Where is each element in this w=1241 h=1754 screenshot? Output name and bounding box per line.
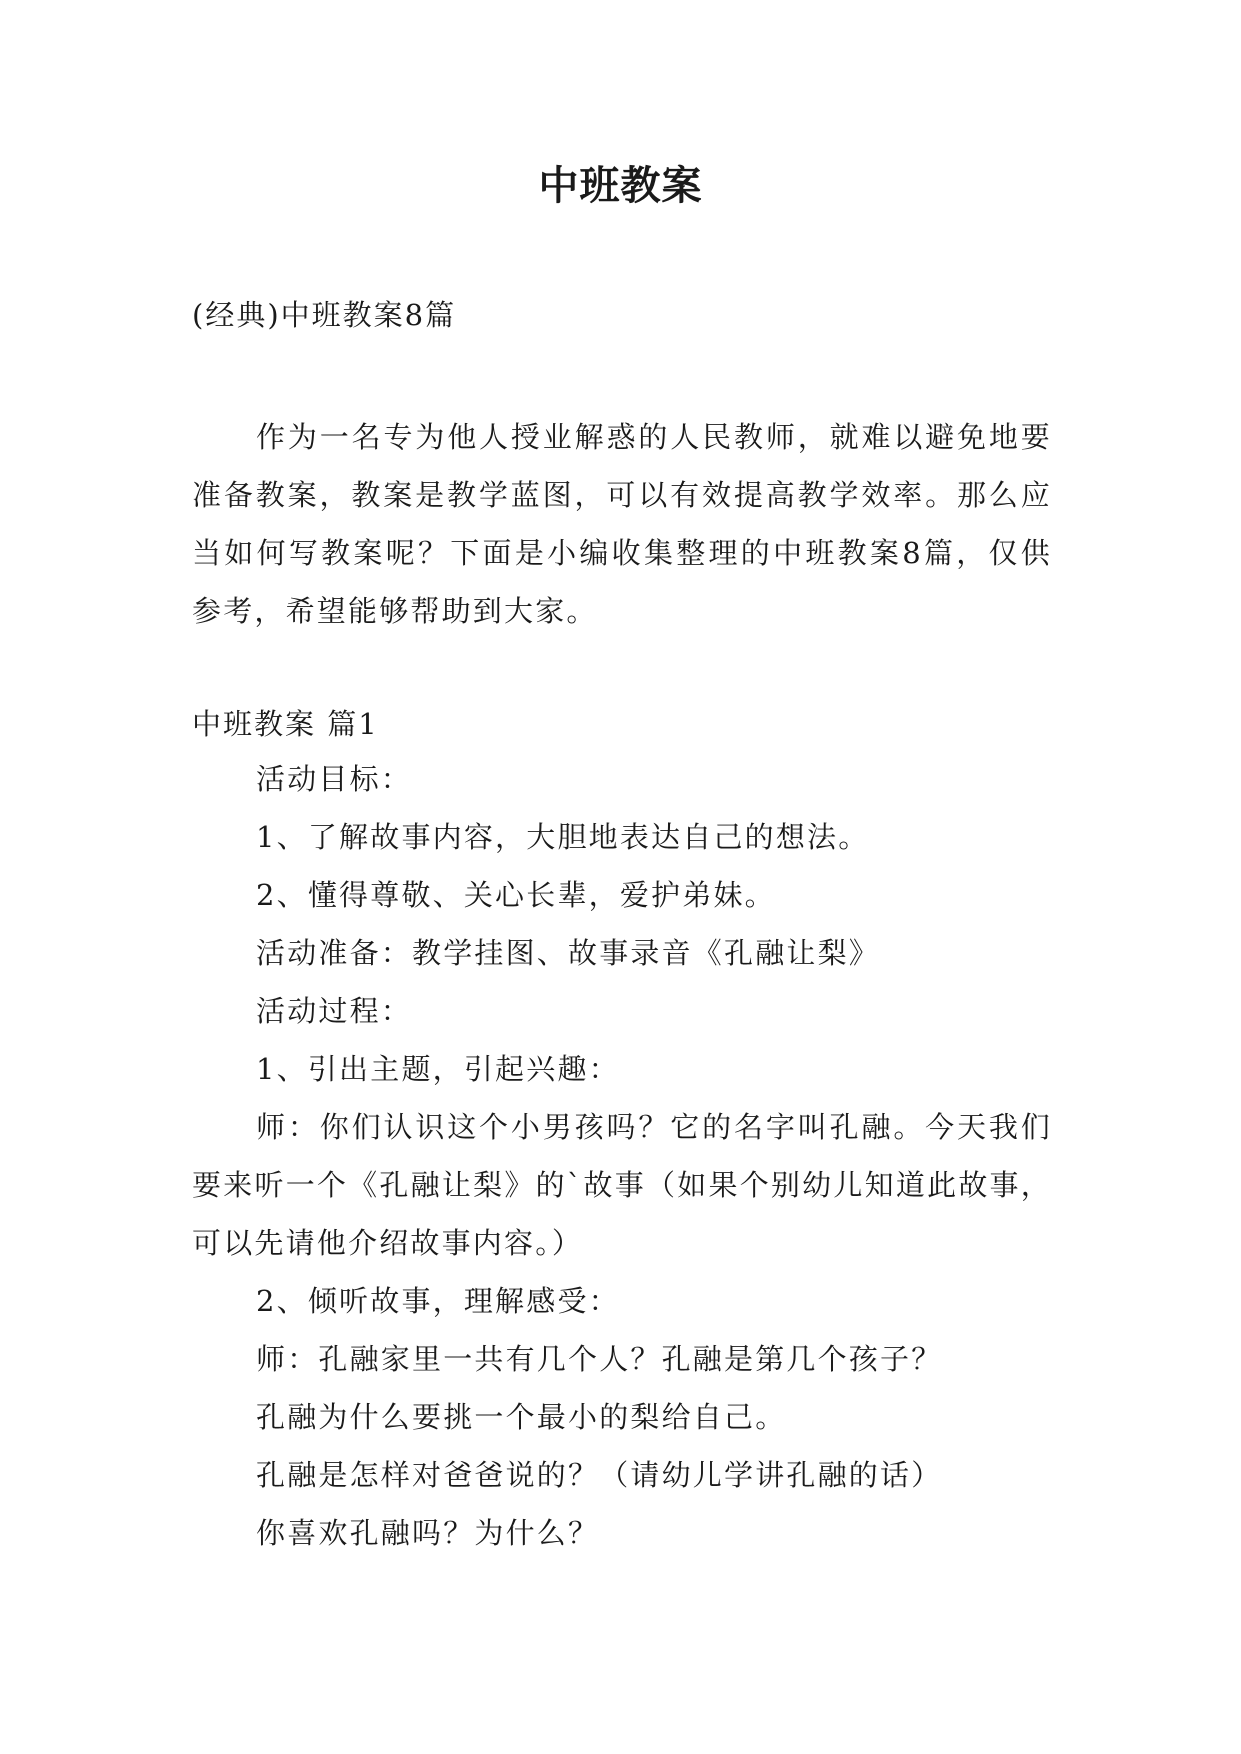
body-line: 孔融为什么要挑一个最小的梨给自己。 — [256, 1400, 787, 1434]
body-line: 你喜欢孔融吗？为什么？ — [256, 1516, 600, 1550]
body-line: 2、懂得尊敬、关心长辈，爱护弟妹。 — [256, 878, 776, 912]
body-line: 2、倾听故事，理解感受： — [256, 1284, 620, 1318]
intro-paragraph: 作为一名专为他人授业解惑的人民教师，就难以避免地要准备教案，教案是教学蓝图，可以有效提高教学效率。那么应当如何写教案呢？下面是小编收集整理的中班教案8篇，仅供参考，希望能够帮助到大家。 — [192, 420, 1052, 628]
body-line: 1、了解故事内容，大胆地表达自己的想法。 — [256, 820, 870, 854]
body-line: 师：孔融家里一共有几个人？孔融是第几个孩子？ — [256, 1342, 943, 1376]
body-line: 师：你们认识这个小男孩吗？它的名字叫孔融。今天我们要来听一个《孔融让梨》的`故事（如果个别幼儿知道此故事，可以先请他介绍故事内容。） — [192, 1110, 1052, 1260]
section-heading: 中班教案 篇1 — [192, 707, 379, 741]
document-title: 中班教案 — [538, 162, 703, 209]
body-line: 活动准备：教学挂图、故事录音《孔融让梨》 — [256, 936, 881, 970]
lesson-body — [192, 750, 1052, 1562]
body-line: 活动过程： — [256, 994, 413, 1028]
body-line: 1、引出主题，引起兴趣： — [256, 1052, 620, 1086]
body-line: 活动目标： — [256, 762, 413, 796]
document-subtitle: (经典)中班教案8篇 — [192, 298, 457, 332]
body-line: 孔融是怎样对爸爸说的？（请幼儿学讲孔融的话） — [256, 1458, 943, 1492]
